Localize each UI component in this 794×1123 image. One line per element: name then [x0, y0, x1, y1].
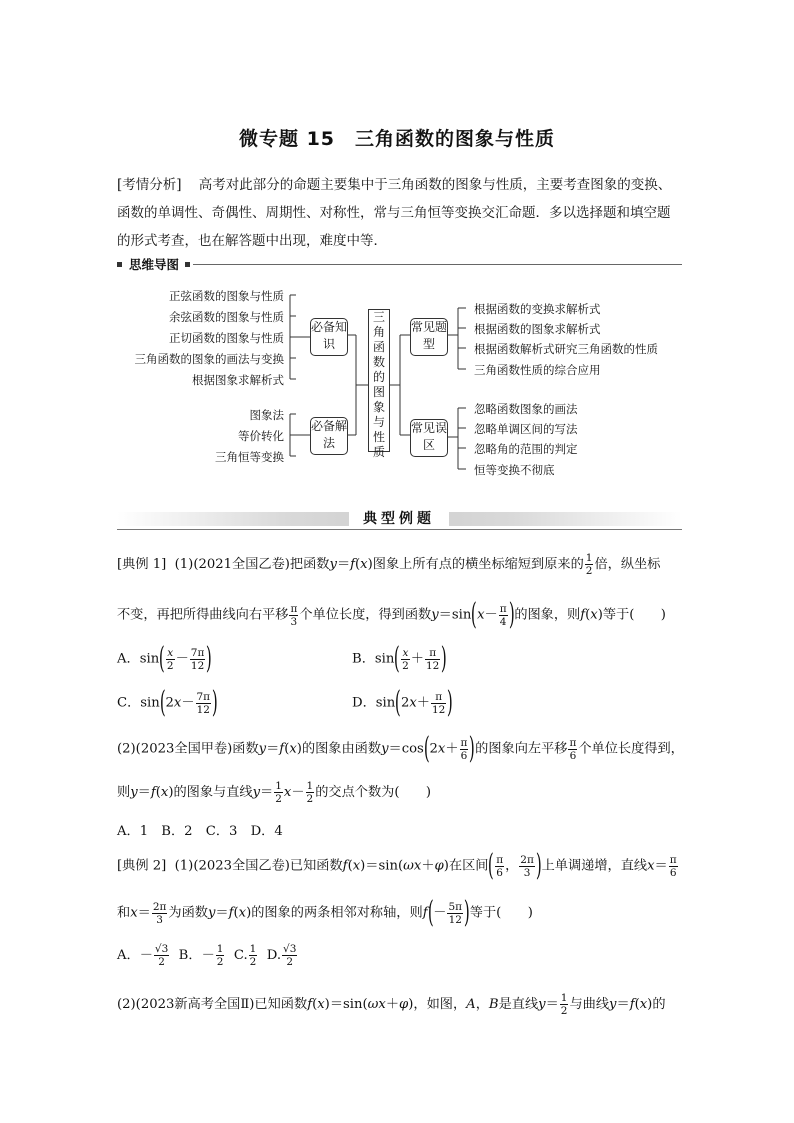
ex1-p2-line1: (2)(2023全国甲卷)函数y＝f(x)的图象由函数y＝cos(2x＋ $\frac{\pi}{6}$ )的图象向左平移 $\frac{\pi}{6}$ 个单位长度得到，: [117, 731, 684, 766]
fraction: $\frac{x}{2}$: [402, 646, 409, 672]
text: 的图象的两条相邻对称轴，则: [251, 905, 423, 921]
ex1-p1-line2: 不变，再把所得曲线向右平移 $\frac{\pi}{3}$ 个单位长度，得到函数y＝sin(x－ $\frac{\pi}{4}$ )的图象，则f(x)等于( ): [117, 597, 666, 632]
mindmap-leaf: 忽略单调区间的写法: [474, 422, 578, 436]
fraction: $\frac{\pi}{12}$: [431, 690, 446, 716]
text: C．sin: [117, 695, 160, 711]
ex1-option-b[interactable]: B．sin( $\frac{x}{2}$ ＋ $\frac{\pi}{12}$ ): [352, 641, 448, 676]
ex2-p1-options[interactable]: A．－ $\frac{√3}{2}$ B．－ $\frac{1}{2}$ C. $\frac{1}{2}$ D. $\frac{√3}{2}$: [117, 943, 297, 968]
fraction: $\frac{√3}{2}$: [154, 943, 169, 968]
mindmap-leaf: 三角函数的图象的画法与变换: [134, 352, 284, 366]
text: 则: [117, 785, 131, 800]
fraction: $\frac{5\pi}{12}$: [448, 900, 463, 926]
mindmap-node-changjian-wuqu: 常见误区: [410, 419, 448, 457]
text: 为函数: [168, 905, 208, 921]
text: 的图象由函数: [301, 741, 382, 757]
fraction: $\frac{\pi}{6}$: [496, 853, 504, 879]
text: B．: [178, 948, 202, 963]
mindmap-node-bibei-jiefa: 必备解法: [310, 417, 348, 455]
text: 等于( ): [469, 905, 533, 921]
mindmap-connectors: [0, 0, 794, 500]
mindmap-leaf: 正切函数的图象与性质: [169, 331, 284, 345]
fraction: $\frac{\pi}{3}$: [290, 602, 298, 628]
ex1-p1-line1: [典例 1] (1)(2021全国乙卷)把函数y＝f(x)图象上所有点的横坐标缩短到原来的 $\frac{1}{2}$ 倍，纵坐标: [117, 552, 661, 577]
mindmap-leaf: 三角函数性质的综合应用: [474, 363, 601, 377]
text: 的图象，则: [514, 607, 581, 623]
fraction: $\frac{1}{2}$: [249, 943, 257, 968]
fraction: $\frac{1}{2}$: [275, 780, 282, 805]
text: 和: [117, 905, 131, 921]
text: 不变，再把所得曲线向右平移: [117, 607, 289, 623]
text: (2)(2023新高考全国Ⅱ)已知函数: [117, 997, 308, 1012]
ex1-option-a[interactable]: A．sin( $\frac{x}{2}$ － $\frac{7\pi}{12}$ ): [117, 641, 213, 676]
page-title: 微专题 15 三角函数的图象与性质: [238, 128, 556, 150]
mindmap-leaf: 根据函数的变换求解析式: [474, 302, 601, 316]
fraction: $\frac{7\pi}{12}$: [190, 646, 205, 672]
fraction: $\frac{1}{2}$: [216, 943, 224, 968]
mindmap-leaf: 恒等变换不彻底: [474, 463, 555, 477]
mindmap-heading: 思维导图: [129, 257, 180, 272]
fraction: $\frac{1}{2}$: [306, 780, 314, 805]
fraction: $\frac{x}{2}$: [166, 646, 174, 672]
examples-heading-band: [117, 508, 682, 530]
text: 在区间: [448, 858, 489, 874]
mindmap-leaf: 根据函数的图象求解析式: [474, 322, 601, 336]
text: 与曲线: [569, 997, 610, 1012]
text: 的: [652, 997, 666, 1012]
mindmap-leaf: 正弦函数的图象与性质: [169, 289, 284, 303]
mindmap-center-node: 三角函数的图象与性质: [368, 309, 390, 452]
text: A．sin: [117, 651, 160, 667]
text: D．sin: [352, 695, 396, 711]
fraction: $\frac{7\pi}{12}$: [196, 690, 211, 716]
text: D.: [266, 948, 282, 963]
ex2-p2-line1: (2)(2023新高考全国Ⅱ)已知函数f(x)＝sin(ωx＋φ)，如图，A，B是直线y＝ $\frac{1}{2}$ 与曲线y＝f(x)的: [117, 992, 666, 1017]
text: C.: [233, 948, 248, 963]
text: 个单位长度，得到函数: [299, 607, 432, 623]
examples-heading: 典型例题: [349, 508, 449, 530]
text: 上单调递增，直线: [541, 858, 648, 874]
band-rule: [117, 529, 682, 530]
analysis-text: 高考对此部分的命题主要集中于三角函数的图象与性质，主要考查图象的变换、函数的单调性、奇偶性、周期性、对称性，常与三角恒等变换交汇命题．多以选择题和填空题的形式考查，也在解答题中出现，难度中等．: [117, 177, 672, 249]
fraction: $\frac{\pi}{6}$: [569, 736, 577, 762]
fraction: $\frac{\pi}{4}$: [499, 602, 507, 628]
ex2-p1-line1: [典例 2] (1)(2023全国乙卷)已知函数f(x)＝sin(ωx＋φ)在区间( $\frac{\pi}{6}$ ， $\frac{2\pi}{3}$ )上单调递增，直线x＝ $\frac{\pi}{6}$: [117, 848, 677, 883]
text: ，如图，: [413, 997, 467, 1012]
mindmap-node-bibei-zhishi: 必备知识: [310, 318, 348, 356]
mindmap-leaf: 余弦函数的图象与性质: [169, 310, 284, 324]
analysis-label: [考情分析]: [117, 177, 182, 193]
fraction: $\frac{\pi}{6}$: [669, 853, 677, 879]
mindmap-leaf: 根据图象求解析式: [192, 373, 284, 387]
text: 等于( ): [602, 607, 666, 623]
mindmap-leaf: 忽略函数图象的画法: [474, 402, 578, 416]
mindmap-node-changjian-tixing: 常见题型: [410, 318, 448, 356]
ex1-label: [典例 1]: [117, 557, 167, 572]
text: 是直线: [498, 997, 539, 1012]
text: 的图象与直线: [173, 785, 253, 800]
fraction: $\frac{1}{2}$: [585, 552, 593, 577]
mindmap: [0, 0, 794, 500]
fraction: $\frac{2\pi}{3}$: [520, 853, 534, 879]
ex1-p2-line2: 则y＝f(x)的图象与直线y＝ $\frac{1}{2}$ x－ $\frac{1}{2}$ 的交点个数为( ): [117, 780, 432, 805]
mindmap-leaf: 忽略角的范围的判定: [474, 442, 578, 456]
text: 的交点个数为( ): [315, 785, 432, 800]
fraction: $\frac{\pi}{12}$: [425, 646, 440, 672]
fraction: $\frac{\pi}{6}$: [460, 736, 468, 762]
text: 倍，纵坐标: [594, 557, 661, 572]
ex1-option-d[interactable]: D．sin(2x＋ $\frac{\pi}{12}$ ): [352, 685, 454, 720]
fraction: $\frac{1}{2}$: [560, 992, 568, 1017]
ex2-p1-line2: 和x＝ $\frac{2\pi}{3}$ 为函数y＝f(x)的图象的两条相邻对称轴，则f(－ $\frac{5\pi}{12}$ )等于( ): [117, 895, 533, 930]
text: (2)(2023全国甲卷)函数: [117, 741, 259, 757]
text: B．sin: [352, 651, 395, 667]
text: 图象上所有点的横坐标缩短到原来的: [372, 557, 584, 572]
mindmap-leaf: 三角恒等变换: [215, 450, 284, 464]
text: (1)(2021全国乙卷)把函数: [174, 557, 330, 572]
ex1-option-c[interactable]: C．sin(2x－ $\frac{7\pi}{12}$ ): [117, 685, 218, 720]
text: 个单位长度得到，: [578, 741, 684, 757]
ex1-p2-options[interactable]: A．1 B．2 C．3 D．4: [117, 824, 283, 839]
text: 的图象向左平移: [475, 741, 568, 757]
fraction: $\frac{√3}{2}$: [283, 943, 297, 968]
mindmap-leaf: 图象法: [249, 408, 284, 422]
fraction: $\frac{2\pi}{3}$: [152, 900, 167, 926]
ex2-label: [典例 2]: [117, 858, 167, 874]
text: A．: [117, 948, 140, 963]
mindmap-leaf: 等价转化: [238, 429, 284, 443]
text: (1)(2023全国乙卷)已知函数: [174, 858, 343, 874]
mindmap-leaf: 根据函数解析式研究三角函数的性质: [474, 342, 658, 356]
